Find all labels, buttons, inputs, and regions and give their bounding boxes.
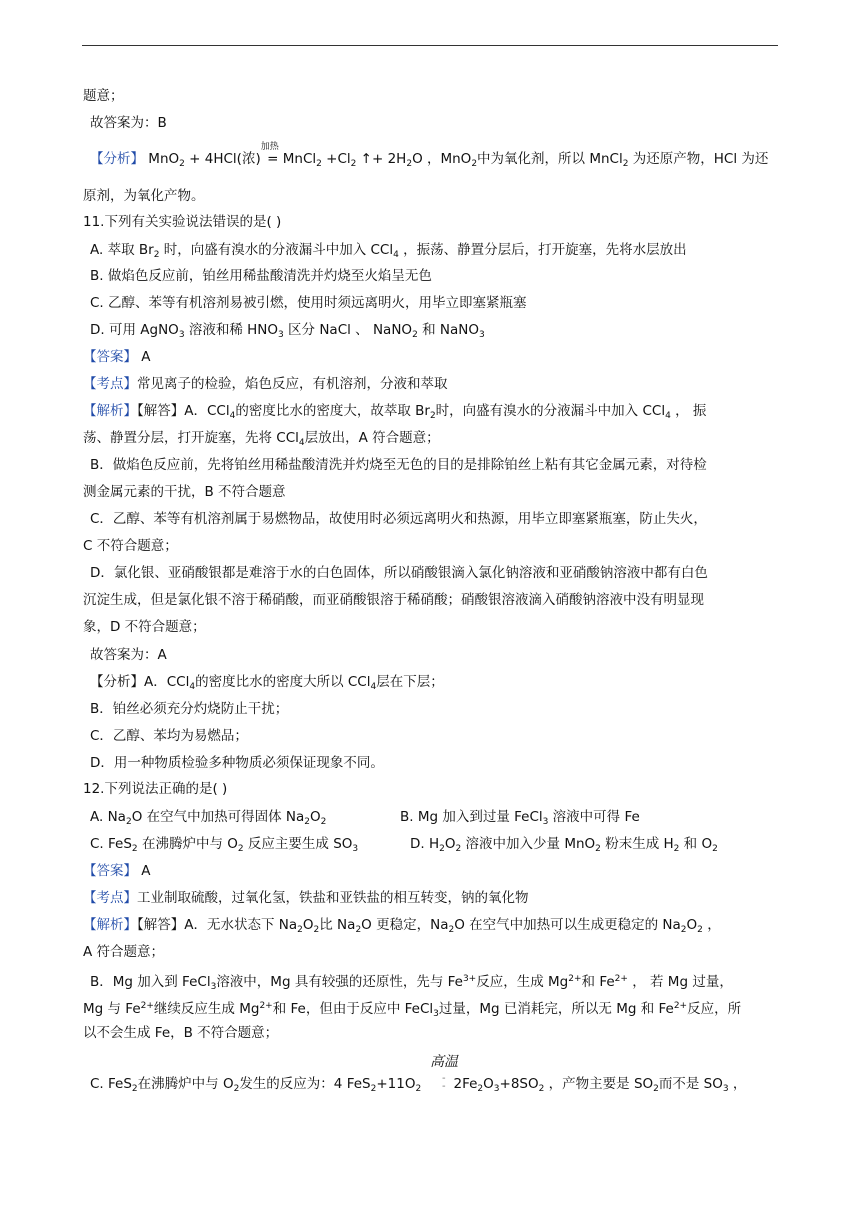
explanation-tag: 【解析】	[83, 917, 137, 933]
question-11-title: 11.下列有关实验说法错误的是( )	[83, 214, 282, 230]
text-line: 原剂，为氧化产物。	[83, 188, 205, 204]
q12-explanation-line: 【解析】【解答】A．无水状态下 $Na_2O_2$比 $Na_2O$ 更稳定，$Na_2O$ 在空气中加热可以生成更稳定的 $Na_2O_2$ ，	[83, 917, 721, 935]
q11-analysis-line: B．铂丝必须充分灼烧防止干扰；	[90, 701, 289, 717]
q11-option-a: A. 萃取 $Br_2$ 时，向盛有溴水的分液漏斗中加入 CCl$_4$ ，振荡、静置分层后，打开旋塞，先将水层放出	[90, 242, 687, 260]
q12-explanation-line: A 符合题意；	[83, 944, 165, 960]
q11-final-answer: 故答案为：A	[90, 647, 167, 663]
answer-line: 故答案为：B	[90, 115, 167, 131]
q11-analysis-line: 【分析】A．CCl$_4$的密度比水的密度大所以 CCl$_4$层在下层；	[90, 674, 444, 692]
analysis-line: 【分析】 MnO$_2$ + 4HCl(浓) 加热 = MnCl$_2$ $+Cl_2$ ↑+ $2H_2O$ ，MnO$_2$中为氧化剂，所以 MnCl$_2$ 为还原产物，HCl 为还	[90, 142, 769, 169]
q11-answer: 【答案】 A	[83, 349, 151, 365]
condition-high-temp: 高温	[430, 1054, 458, 1070]
keypoint-tag: 【考点】	[83, 376, 137, 392]
q11-explanation-line: C．乙醇、苯等有机溶剂属于易燃物品，故使用时必须远离明火和热源，用毕立即塞紧瓶塞，防止失火，	[90, 511, 707, 527]
equals-sign-faint: - -	[442, 1073, 446, 1092]
q12-explanation-line: B．Mg 加入到 FeCl$_3$溶液中，Mg 具有较强的还原性，先与 $Fe^{3+}$反应，生成 $Mg^{2+}$和 $Fe^{2+}$ ， 若 Mg 过量，	[90, 974, 733, 992]
q11-explanation-line: B．做焰色反应前，先将铂丝用稀盐酸清洗并灼烧至无色的目的是排除铂丝上粘有其它金属元素，对待检	[90, 457, 707, 473]
q12-explanation-line: C. FeS$_2$在沸腾炉中与 $O_2$发生的反应为：4 $FeS_2+11O_2$ $2Fe_2O_3+8SO_2$ ，产物主要是 $SO_2$而不是 $SO_3$ ，	[90, 1076, 747, 1094]
answer-tag: 【答案】	[83, 863, 137, 879]
q11-option-d: D. 可用 AgNO$_3$ 溶液和稀 $HNO_3$ 区分 NaCl 、 NaNO$_2$ 和 NaNO$_3$	[90, 322, 485, 340]
q12-keypoint: 【考点】工业制取硫酸，过氧化氢，铁盐和亚铁盐的相互转变，钠的氧化物	[83, 890, 529, 906]
q11-explanation-line: 测金属元素的干扰，B 不符合题意	[83, 484, 286, 500]
analysis-tag: 【分析】	[90, 151, 144, 167]
header-rule	[82, 45, 778, 46]
q11-explanation-line: 荡、静置分层，打开旋塞，先将 CCl$_4$层放出，A 符合题意；	[83, 430, 440, 448]
q12-option-d: D. $H_2O_2$ 溶液中加入少量 MnO$_2$ 粉末生成 $H_2$ 和 $O_2$	[410, 836, 718, 854]
q11-explanation-line: 象，D 不符合题意；	[83, 619, 206, 635]
q11-analysis-line: D．用一种物质检验多种物质必须保证现象不同。	[90, 755, 384, 771]
q11-explanation-line: 沉淀生成，但是氯化银不溶于稀硝酸，而亚硝酸银溶于稀硝酸；硝酸银溶液滴入硝酸钠溶液中没有明显现	[83, 592, 704, 608]
answer-tag: 【答案】	[83, 349, 137, 365]
q11-option-c: C. 乙醇、苯等有机溶剂易被引燃，使用时须远离明火，用毕立即塞紧瓶塞	[90, 295, 527, 311]
q12-answer: 【答案】 A	[83, 863, 151, 879]
text-line: 题意；	[83, 88, 124, 104]
q12-explanation-line: Mg 与 $Fe^{2+}$继续反应生成 $Mg^{2+}$和 Fe，但由于反应中 FeCl$_3$过量，Mg 已消耗完，所以无 Mg 和 $Fe^{2+}$反应，所	[83, 1001, 742, 1019]
q12-option-b: B. Mg 加入到过量 FeCl$_3$ 溶液中可得 Fe	[400, 809, 640, 827]
q12-option-c: C. FeS$_2$ 在沸腾炉中与 $O_2$ 反应主要生成 $SO_3$	[90, 836, 359, 854]
q11-keypoint: 【考点】常见离子的检验，焰色反应，有机溶剂，分液和萃取	[83, 376, 448, 392]
keypoint-tag: 【考点】	[83, 890, 137, 906]
q12-explanation-line: 以不会生成 Fe，B 不符合题意；	[83, 1025, 279, 1041]
explanation-tag: 【解析】	[83, 403, 137, 419]
q11-analysis-line: C．乙醇、苯均为易燃品；	[90, 728, 248, 744]
question-12-title: 12.下列说法正确的是( )	[83, 781, 228, 797]
q11-explanation-line: 【解析】【解答】A．CCl$_4$的密度比水的密度大，故萃取 $Br_2$时，向盛有溴水的分液漏斗中加入 CCl$_4$ ， 振	[83, 403, 707, 421]
q11-explanation-line: D．氯化银、亚硝酸银都是难溶于水的白色固体，所以硝酸银滴入氯化钠溶液和亚硝酸钠溶液中都有白色	[90, 565, 708, 581]
q12-option-a: A. $Na_2O$ 在空气中加热可得固体 $Na_2O_2$	[90, 809, 327, 827]
q11-explanation-line: C 不符合题意；	[83, 538, 178, 554]
q11-option-b: B. 做焰色反应前，铂丝用稀盐酸清洗并灼烧至火焰呈无色	[90, 268, 432, 284]
